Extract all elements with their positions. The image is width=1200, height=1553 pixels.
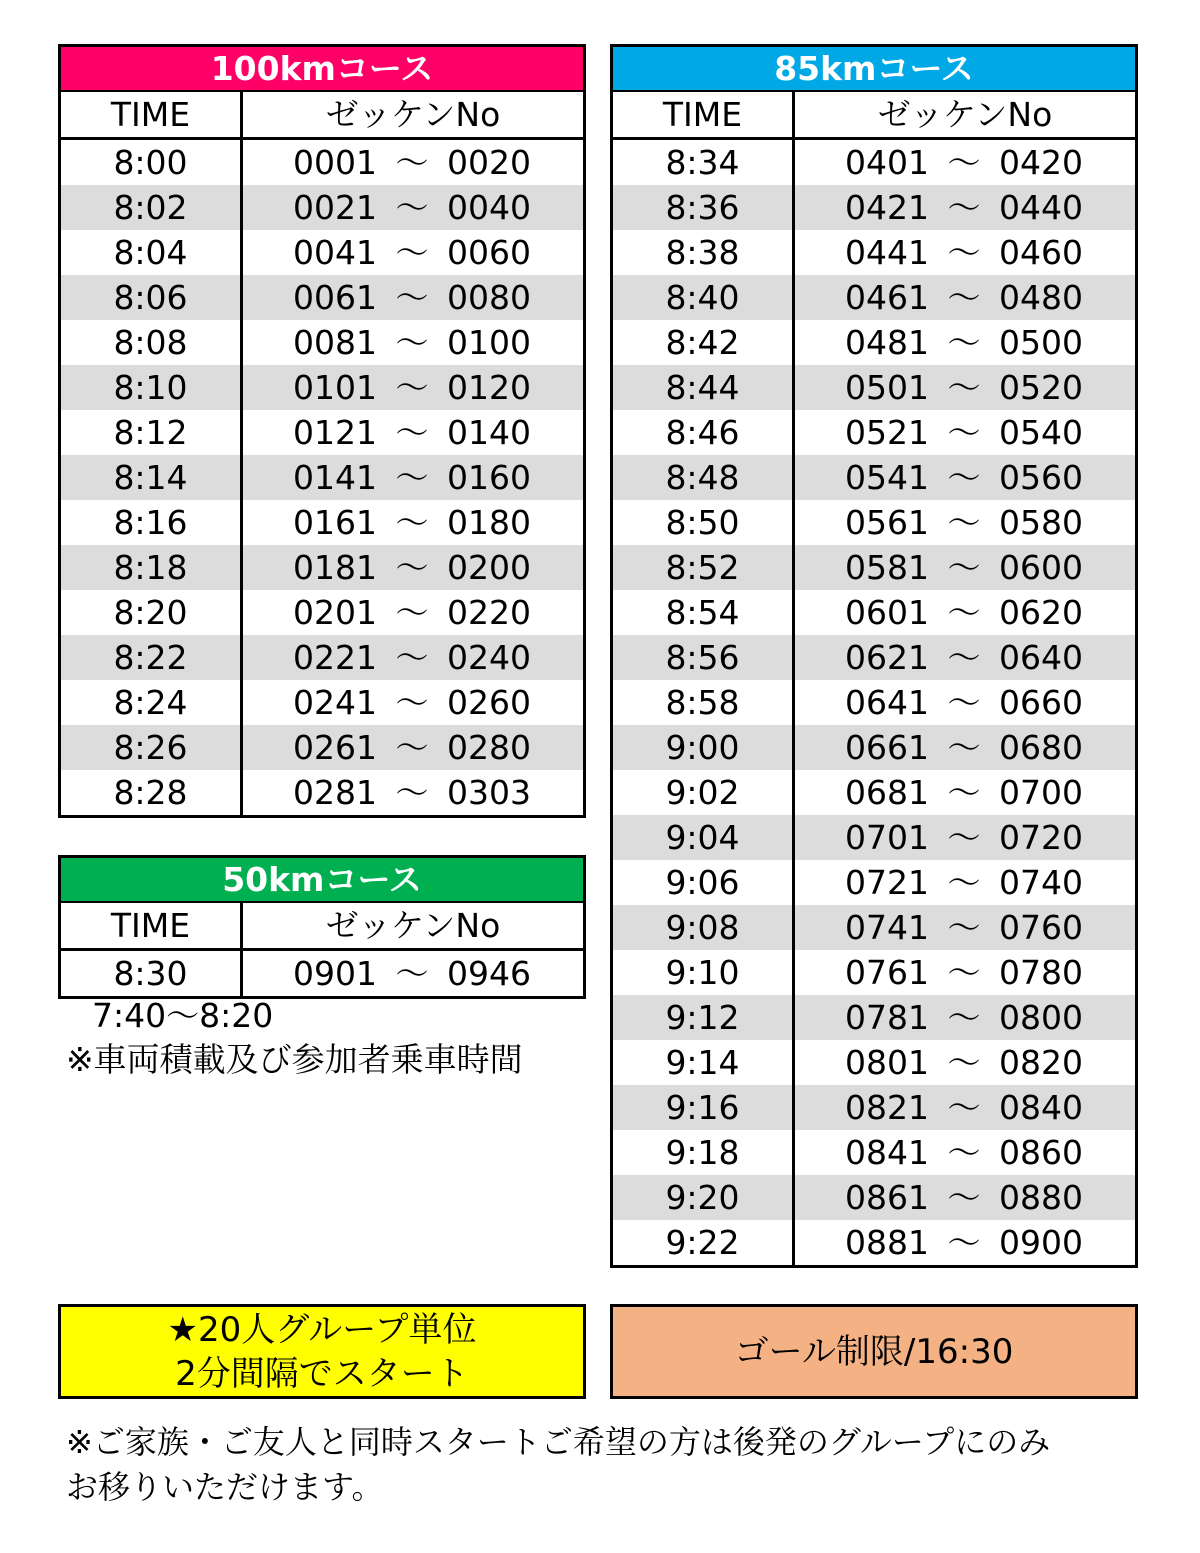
range-separator: ～ [947, 1223, 981, 1262]
range-separator: ～ [395, 773, 429, 812]
bib-range [242, 139, 585, 186]
bib-to: 0800 [999, 998, 1083, 1037]
goal-limit-box [610, 1304, 1138, 1399]
table-row [60, 500, 585, 545]
start-time: 9:12 [612, 995, 794, 1040]
range-separator: ～ [947, 998, 981, 1037]
bib-to: 0860 [999, 1133, 1083, 1172]
start-time: 9:14 [612, 1040, 794, 1085]
bib-from: 0741 [845, 908, 929, 947]
goal-limit-text: ゴール制限/16:30 [734, 1331, 1014, 1372]
bib-range [242, 185, 585, 230]
bib-range [242, 455, 585, 500]
bib-from: 0581 [845, 548, 929, 587]
bib-to: 0840 [999, 1088, 1083, 1127]
start-time: 8:28 [60, 770, 242, 817]
range-separator: ～ [947, 863, 981, 902]
bib-range [242, 680, 585, 725]
range-separator: ～ [947, 458, 981, 497]
bib-from: 0221 [293, 638, 377, 677]
bib-to: 0880 [999, 1178, 1083, 1217]
bib-from: 0821 [845, 1088, 929, 1127]
start-time: 8:16 [60, 500, 242, 545]
time-column-header: TIME [60, 91, 242, 139]
table-row [612, 139, 1137, 186]
start-time: 8:06 [60, 275, 242, 320]
footer-note-line2: お移りいただけます。 [66, 1468, 384, 1506]
bib-to: 0440 [999, 188, 1083, 227]
bib-from: 0661 [845, 728, 929, 767]
table-row [612, 1130, 1137, 1175]
bib-to: 0420 [999, 143, 1083, 182]
bib-to: 0640 [999, 638, 1083, 677]
bib-range [242, 725, 585, 770]
table-row [612, 950, 1137, 995]
bib-range [794, 1130, 1137, 1175]
table-row [612, 995, 1137, 1040]
start-time: 9:16 [612, 1085, 794, 1130]
bib-from: 0881 [845, 1223, 929, 1262]
bib-range [794, 1085, 1137, 1130]
start-interval-box [58, 1304, 586, 1399]
table-row [612, 725, 1137, 770]
bib-to: 0500 [999, 323, 1083, 362]
range-separator: ～ [947, 413, 981, 452]
table-row [60, 635, 585, 680]
bib-range [242, 230, 585, 275]
range-separator: ～ [395, 143, 429, 182]
start-time: 8:46 [612, 410, 794, 455]
bib-from: 0261 [293, 728, 377, 767]
range-separator: ～ [947, 593, 981, 632]
bib-range [794, 680, 1137, 725]
range-separator: ～ [395, 683, 429, 722]
bib-to: 0780 [999, 953, 1083, 992]
table-row [60, 455, 585, 500]
bib-from: 0241 [293, 683, 377, 722]
range-separator: ～ [947, 908, 981, 947]
table-row [60, 770, 585, 817]
bib-from: 0521 [845, 413, 929, 452]
start-time: 9:00 [612, 725, 794, 770]
bib-range [794, 275, 1137, 320]
range-separator: ～ [947, 683, 981, 722]
bib-to: 0660 [999, 683, 1083, 722]
range-separator: ～ [947, 188, 981, 227]
bib-to: 0760 [999, 908, 1083, 947]
bib-range [242, 320, 585, 365]
bib-from: 0141 [293, 458, 377, 497]
bib-range [794, 860, 1137, 905]
start-time: 8:24 [60, 680, 242, 725]
table-row [612, 680, 1137, 725]
range-separator: ～ [395, 548, 429, 587]
range-separator: ～ [947, 773, 981, 812]
bib-range [794, 410, 1137, 455]
time-column-header: TIME [612, 91, 794, 139]
start-time: 8:38 [612, 230, 794, 275]
start-time: 8:10 [60, 365, 242, 410]
table-row [60, 725, 585, 770]
bib-to: 0740 [999, 863, 1083, 902]
range-separator: ～ [395, 458, 429, 497]
start-interval-line2: 2分間隔でスタート [175, 1353, 469, 1394]
start-time: 8:52 [612, 545, 794, 590]
start-time: 8:14 [60, 455, 242, 500]
bib-range [794, 950, 1137, 995]
bib-range [242, 545, 585, 590]
course-85km-table [610, 44, 1138, 1268]
bib-from: 0861 [845, 1178, 929, 1217]
table-row [612, 770, 1137, 815]
bib-to: 0080 [447, 278, 531, 317]
range-separator: ～ [395, 188, 429, 227]
start-time: 8:30 [60, 950, 242, 998]
start-time: 8:40 [612, 275, 794, 320]
table-row [612, 1220, 1137, 1267]
bib-to: 0520 [999, 368, 1083, 407]
start-time: 9:10 [612, 950, 794, 995]
table-row [60, 275, 585, 320]
bib-number-column-header: ゼッケンNo [794, 91, 1137, 139]
range-separator: ～ [947, 278, 981, 317]
bib-from: 0781 [845, 998, 929, 1037]
range-separator: ～ [395, 278, 429, 317]
start-time: 9:04 [612, 815, 794, 860]
bib-from: 0021 [293, 188, 377, 227]
range-separator: ～ [947, 953, 981, 992]
range-separator: ～ [947, 1178, 981, 1217]
bib-range [794, 725, 1137, 770]
footer-note-line1: ※ご家族・ご友人と同時スタートご希望の方は後発のグループにのみ [66, 1423, 1051, 1461]
bib-range [794, 185, 1137, 230]
bib-range [794, 139, 1137, 186]
table-row [60, 185, 585, 230]
bib-range [242, 410, 585, 455]
table-row [612, 185, 1137, 230]
range-separator: ～ [947, 143, 981, 182]
bib-from: 0201 [293, 593, 377, 632]
range-separator: ～ [947, 503, 981, 542]
table-row [612, 815, 1137, 860]
range-separator: ～ [947, 1043, 981, 1082]
start-time: 8:54 [612, 590, 794, 635]
start-time: 8:02 [60, 185, 242, 230]
table-row [60, 545, 585, 590]
table-row [60, 320, 585, 365]
bib-range [242, 500, 585, 545]
bib-range [794, 590, 1137, 635]
range-separator: ～ [947, 1133, 981, 1172]
bib-from: 0181 [293, 548, 377, 587]
bib-to: 0460 [999, 233, 1083, 272]
bib-range [242, 275, 585, 320]
bib-to: 0303 [447, 773, 531, 812]
bib-from: 0501 [845, 368, 929, 407]
course-100km-title: 100kmコース [60, 46, 585, 92]
bib-to: 0820 [999, 1043, 1083, 1082]
bib-from: 0701 [845, 818, 929, 857]
range-separator: ～ [395, 638, 429, 677]
bib-from: 0081 [293, 323, 377, 362]
bib-from: 0541 [845, 458, 929, 497]
bib-from: 0161 [293, 503, 377, 542]
bib-to: 0100 [447, 323, 531, 362]
start-time: 8:48 [612, 455, 794, 500]
bib-range [794, 815, 1137, 860]
table-row [612, 365, 1137, 410]
bib-to: 0720 [999, 818, 1083, 857]
bib-range [794, 1175, 1137, 1220]
range-separator: ～ [947, 1088, 981, 1127]
start-interval-line1: ★20人グループ単位 [167, 1309, 477, 1350]
table-row [60, 365, 585, 410]
bib-from: 0841 [845, 1133, 929, 1172]
bib-from: 0601 [845, 593, 929, 632]
bib-range [794, 500, 1137, 545]
bib-range [242, 635, 585, 680]
start-time: 8:18 [60, 545, 242, 590]
bib-to: 0200 [447, 548, 531, 587]
start-time: 8:50 [612, 500, 794, 545]
start-time: 9:22 [612, 1220, 794, 1267]
bib-from: 0421 [845, 188, 929, 227]
bib-to: 0600 [999, 548, 1083, 587]
bib-to: 0040 [447, 188, 531, 227]
bib-to: 0240 [447, 638, 531, 677]
bib-range [794, 635, 1137, 680]
bib-to: 0120 [447, 368, 531, 407]
range-separator: ～ [947, 233, 981, 272]
start-time: 9:06 [612, 860, 794, 905]
bib-range [794, 230, 1137, 275]
bib-from: 0561 [845, 503, 929, 542]
bib-from: 0761 [845, 953, 929, 992]
range-separator: ～ [947, 728, 981, 767]
table-row [60, 590, 585, 635]
range-separator: ～ [395, 954, 429, 993]
bib-to: 0946 [447, 954, 531, 993]
bib-from: 0101 [293, 368, 377, 407]
start-time: 8:08 [60, 320, 242, 365]
table-row [612, 320, 1137, 365]
bib-from: 0901 [293, 954, 377, 993]
start-time: 8:26 [60, 725, 242, 770]
range-separator: ～ [395, 323, 429, 362]
course-85km-title: 85kmコース [612, 46, 1137, 92]
course-100km-table [58, 44, 586, 818]
range-separator: ～ [947, 638, 981, 677]
range-separator: ～ [947, 323, 981, 362]
course-50km-table [58, 855, 586, 999]
table-row [612, 905, 1137, 950]
bib-range [794, 1040, 1137, 1085]
start-time: 8:42 [612, 320, 794, 365]
range-separator: ～ [395, 593, 429, 632]
start-time: 8:34 [612, 139, 794, 186]
bib-to: 0480 [999, 278, 1083, 317]
bib-to: 0180 [447, 503, 531, 542]
table-row [612, 1085, 1137, 1130]
table-row [60, 230, 585, 275]
start-time: 8:22 [60, 635, 242, 680]
range-separator: ～ [947, 368, 981, 407]
course-50km-title: 50kmコース [60, 857, 585, 903]
bib-range [242, 365, 585, 410]
time-column-header: TIME [60, 902, 242, 950]
bib-from: 0461 [845, 278, 929, 317]
table-row [60, 950, 585, 998]
bib-from: 0061 [293, 278, 377, 317]
bib-to: 0260 [447, 683, 531, 722]
boarding-note: ※車両積載及び参加者乗車時間 [66, 1040, 523, 1079]
bib-from: 0041 [293, 233, 377, 272]
start-time: 9:20 [612, 1175, 794, 1220]
bib-from: 0801 [845, 1043, 929, 1082]
table-row [60, 680, 585, 725]
bib-to: 0900 [999, 1223, 1083, 1262]
bib-range [794, 770, 1137, 815]
bib-from: 0401 [845, 143, 929, 182]
table-row [612, 410, 1137, 455]
bib-number-column-header: ゼッケンNo [242, 91, 585, 139]
bib-to: 0060 [447, 233, 531, 272]
bib-range [794, 905, 1137, 950]
bib-from: 0621 [845, 638, 929, 677]
bib-to: 0680 [999, 728, 1083, 767]
range-separator: ～ [395, 413, 429, 452]
bib-to: 0700 [999, 773, 1083, 812]
start-time: 8:56 [612, 635, 794, 680]
table-row [612, 1040, 1137, 1085]
start-time: 9:02 [612, 770, 794, 815]
table-row [612, 545, 1137, 590]
bib-from: 0721 [845, 863, 929, 902]
bib-range [794, 545, 1137, 590]
start-time: 9:18 [612, 1130, 794, 1175]
bib-range [794, 365, 1137, 410]
bib-to: 0140 [447, 413, 531, 452]
bib-range [242, 770, 585, 817]
table-row [612, 230, 1137, 275]
start-time: 8:36 [612, 185, 794, 230]
table-row [612, 455, 1137, 500]
table-row [612, 635, 1137, 680]
bib-to: 0160 [447, 458, 531, 497]
range-separator: ～ [395, 233, 429, 272]
boarding-time: 7:40～8:20 [92, 996, 274, 1035]
start-time: 8:12 [60, 410, 242, 455]
table-row [612, 860, 1137, 905]
bib-to: 0580 [999, 503, 1083, 542]
table-row [612, 590, 1137, 635]
bib-from: 0641 [845, 683, 929, 722]
bib-to: 0220 [447, 593, 531, 632]
start-time: 8:58 [612, 680, 794, 725]
bib-range [794, 320, 1137, 365]
bib-range [242, 590, 585, 635]
table-row [60, 410, 585, 455]
bib-to: 0560 [999, 458, 1083, 497]
bib-from: 0481 [845, 323, 929, 362]
range-separator: ～ [395, 728, 429, 767]
table-row [60, 139, 585, 186]
bib-from: 0121 [293, 413, 377, 452]
start-time: 8:44 [612, 365, 794, 410]
bib-range [242, 950, 585, 998]
bib-number-column-header: ゼッケンNo [242, 902, 585, 950]
bib-to: 0540 [999, 413, 1083, 452]
bib-range [794, 1220, 1137, 1267]
bib-range [794, 995, 1137, 1040]
range-separator: ～ [395, 368, 429, 407]
bib-from: 0681 [845, 773, 929, 812]
bib-range [794, 455, 1137, 500]
range-separator: ～ [947, 818, 981, 857]
start-time: 8:04 [60, 230, 242, 275]
start-time: 9:08 [612, 905, 794, 950]
bib-to: 0280 [447, 728, 531, 767]
range-separator: ～ [395, 503, 429, 542]
start-time: 8:20 [60, 590, 242, 635]
table-row [612, 275, 1137, 320]
bib-to: 0620 [999, 593, 1083, 632]
bib-from: 0441 [845, 233, 929, 272]
start-time: 8:00 [60, 139, 242, 186]
range-separator: ～ [947, 548, 981, 587]
bib-to: 0020 [447, 143, 531, 182]
table-row [612, 1175, 1137, 1220]
bib-from: 0281 [293, 773, 377, 812]
table-row [612, 500, 1137, 545]
bib-from: 0001 [293, 143, 377, 182]
